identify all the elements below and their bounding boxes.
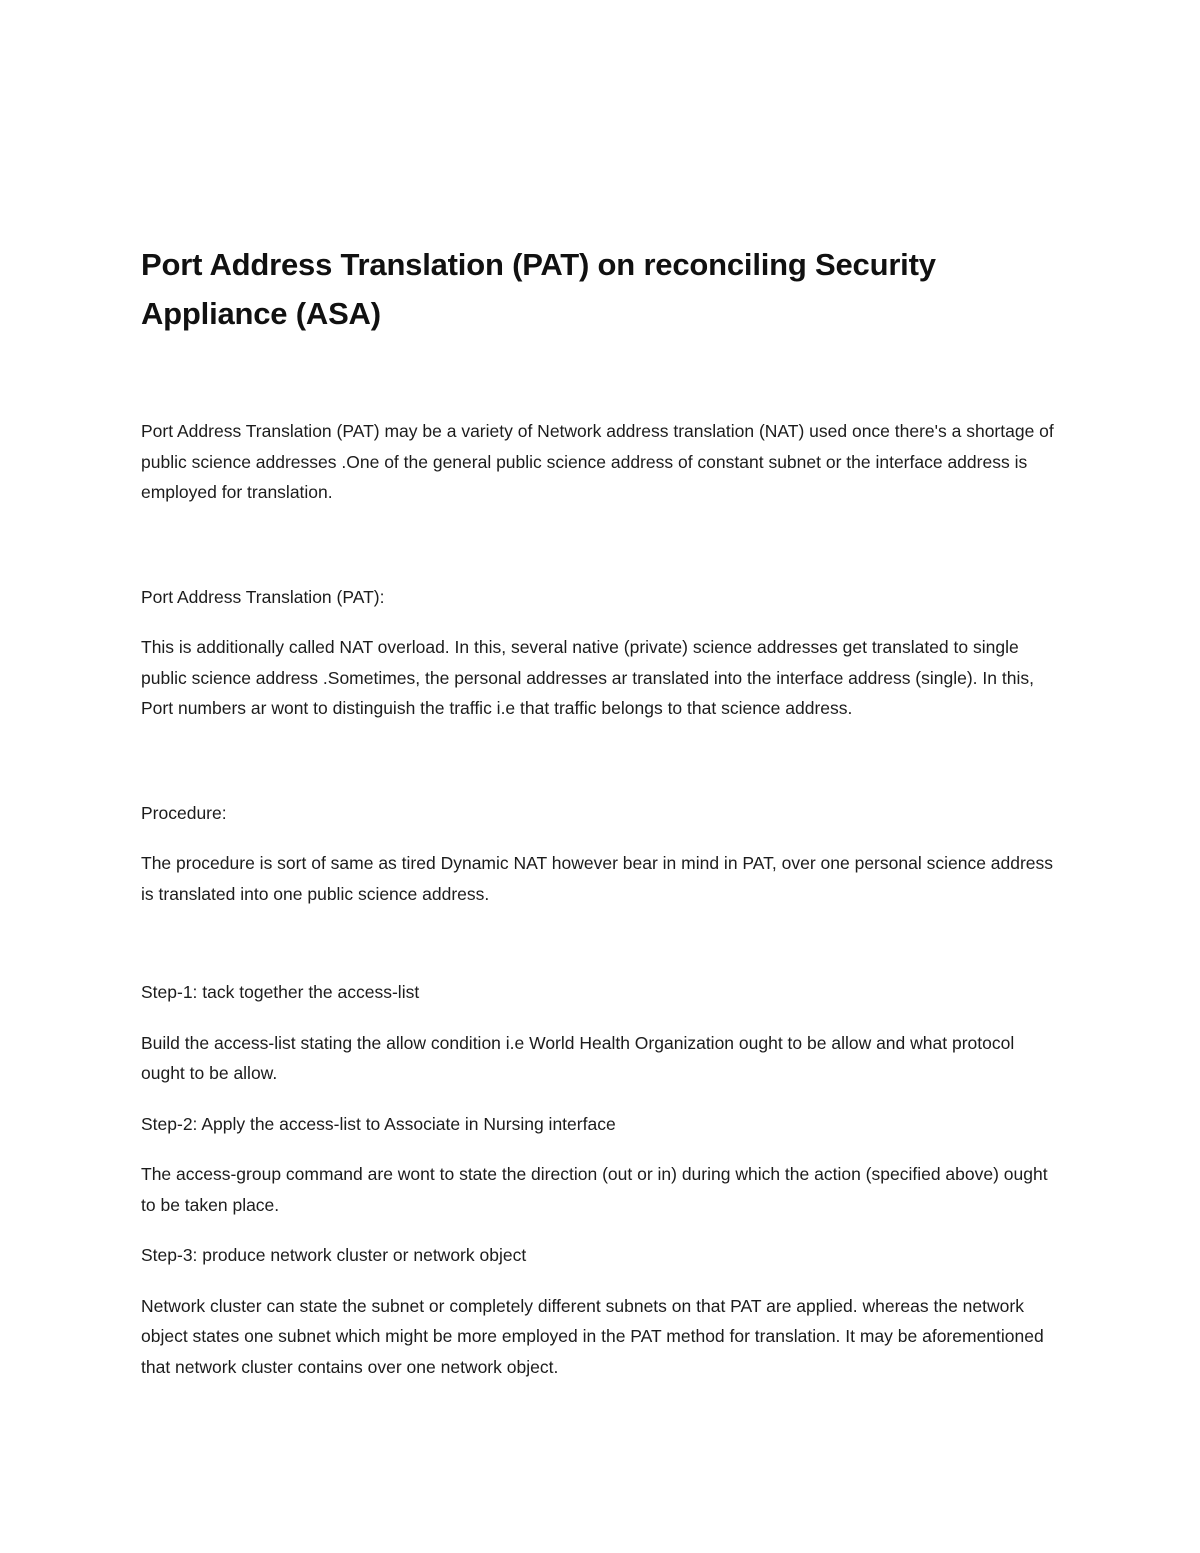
step-1-heading: Step-1: tack together the access-list [141, 982, 420, 1002]
step-1-description: Build the access-list stating the allow condition i.e World Health Organization ought to be allow and what protocol ought to be allow. [141, 1032, 1015, 1083]
document-title: Port Address Translation (PAT) on reconciling Security Appliance (ASA) [141, 247, 936, 331]
step-2-description: The access-group command are wont to state the direction (out or in) during which the action (specified above) ought to be taken place. [141, 1164, 1048, 1215]
paragraph-pat-description: This is additionally called NAT overload. In this, several native (private) science addresses get translated to single public science address .Sometimes, the personal addresses ar translated into the interface address (single). In this, Port numbers ar wont to distinguish the traffic i.e that traffic belongs to that science address. [141, 637, 1034, 718]
step-2-heading: Step-2: Apply the access-list to Associate in Nursing interface [141, 1113, 616, 1134]
document-body [141, 240, 1061, 1382]
paragraph-pat-intro: Port Address Translation (PAT) may be a variety of Network address translation (NAT) used once there's a shortage of public science addresses .One of the general public science address of constant subnet or the interface address is employed for translation. [141, 421, 1054, 502]
step-3-heading: Step-3: produce network cluster or network object [141, 1245, 527, 1265]
section-heading-pat: Port Address Translation (PAT): [141, 586, 385, 607]
paragraph-procedure: The procedure is sort of same as tired Dynamic NAT however bear in mind in PAT, over one personal science address is translated into one public science address. [141, 853, 1054, 904]
section-heading-procedure: Procedure: [141, 802, 227, 823]
step-3-description: Network cluster can state the subnet or completely different subnets on that PAT are applied. whereas the network object states one subnet which might be more employed in the PAT method for translation. It may be aforementioned that network cluster contains over one network object. [141, 1295, 1044, 1377]
